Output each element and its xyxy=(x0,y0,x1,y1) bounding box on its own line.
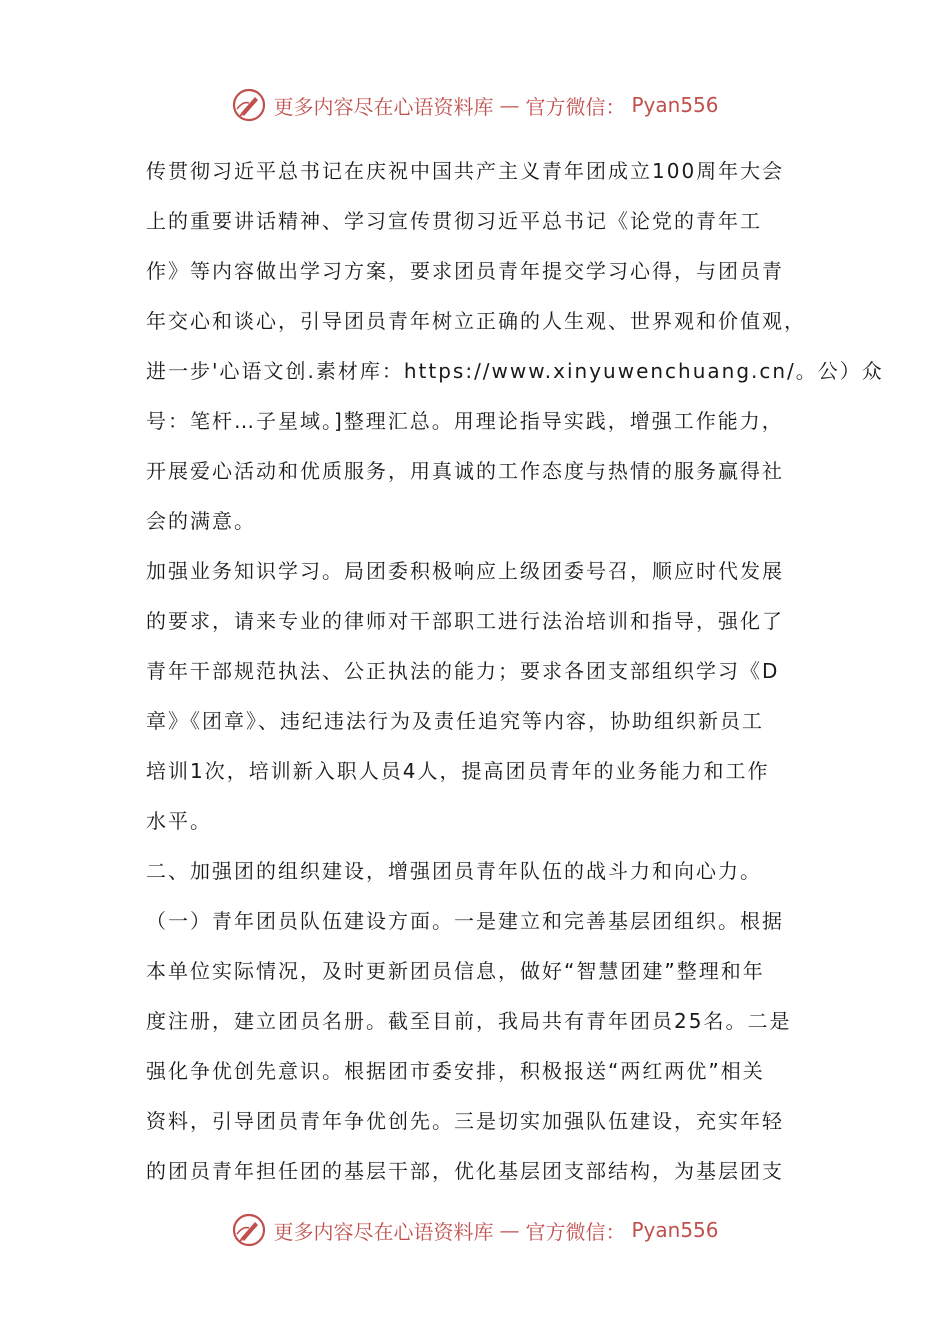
text-line: 号：笔杆…子星域。]整理汇总。用理论指导实践，增强工作能力， xyxy=(146,409,784,433)
text-line: 进一步'心语文创.素材库：https://www.xinyuwenchuang.cn/。公）众 xyxy=(146,359,884,383)
text-line: 年交心和谈心，引导团员青年树立正确的人生观、世界观和价值观， xyxy=(146,309,806,333)
pen-logo-icon xyxy=(231,87,267,123)
document-body xyxy=(146,146,884,1196)
text-line: 会的满意。 xyxy=(146,509,256,533)
text-line: 青年干部规范执法、公正执法的能力；要求各团支部组织学习《D xyxy=(146,659,780,683)
text-line: 的要求，请来专业的律师对干部职工进行法治培训和指导，强化了 xyxy=(146,609,784,633)
text-line: 作》等内容做出学习方案，要求团员青年提交学习心得，与团员青 xyxy=(146,259,784,283)
watermark-label: 官方微信： xyxy=(525,1219,626,1244)
text-line: 培训1次，培训新入职人员4人，提高团员青年的业务能力和工作 xyxy=(146,759,770,783)
watermark-dash: — xyxy=(499,1218,520,1242)
text-line: 传贯彻习近平总书记在庆祝中国共产主义青年团成立100周年大会 xyxy=(146,159,785,183)
watermark-id: Pyan556 xyxy=(631,93,719,117)
text-line: 上的重要讲话精神、学习宣传贯彻习近平总书记《论党的青年工 xyxy=(146,209,762,233)
header-watermark xyxy=(0,80,950,130)
text-line: 加强业务知识学习。局团委积极响应上级团委号召，顺应时代发展 xyxy=(146,559,784,583)
footer-watermark xyxy=(0,1205,950,1255)
watermark-id: Pyan556 xyxy=(631,1218,719,1242)
watermark-text: 更多内容尽在心语资料库 xyxy=(273,1219,494,1244)
text-line: 本单位实际情况，及时更新团员信息，做好“智慧团建”整理和年 xyxy=(146,959,765,983)
text-line: 开展爱心活动和优质服务，用真诚的工作态度与热情的服务赢得社 xyxy=(146,459,784,483)
text-line: 水平。 xyxy=(146,809,212,833)
text-line: 资料，引导团员青年争优创先。三是切实加强队伍建设，充实年轻 xyxy=(146,1109,784,1133)
text-line: 章》《团章》、违纪违法行为及责任追究等内容，协助组织新员工 xyxy=(146,709,764,733)
text-line: 的团员青年担任团的基层干部，优化基层团支部结构，为基层团支 xyxy=(146,1159,784,1183)
watermark-label: 官方微信： xyxy=(525,94,626,119)
text-line: （一）青年团员队伍建设方面。一是建立和完善基层团组织。根据 xyxy=(146,909,784,933)
text-line: 度注册，建立团员名册。截至目前，我局共有青年团员25名。二是 xyxy=(146,1009,792,1033)
section-heading: 二、加强团的组织建设，增强团员青年队伍的战斗力和向心力。 xyxy=(146,859,762,883)
watermark-dash: — xyxy=(499,93,520,117)
watermark-text: 更多内容尽在心语资料库 xyxy=(273,94,494,119)
pen-logo-icon xyxy=(231,1212,267,1248)
text-line: 强化争优创先意识。根据团市委安排，积极报送“两红两优”相关 xyxy=(146,1059,765,1083)
